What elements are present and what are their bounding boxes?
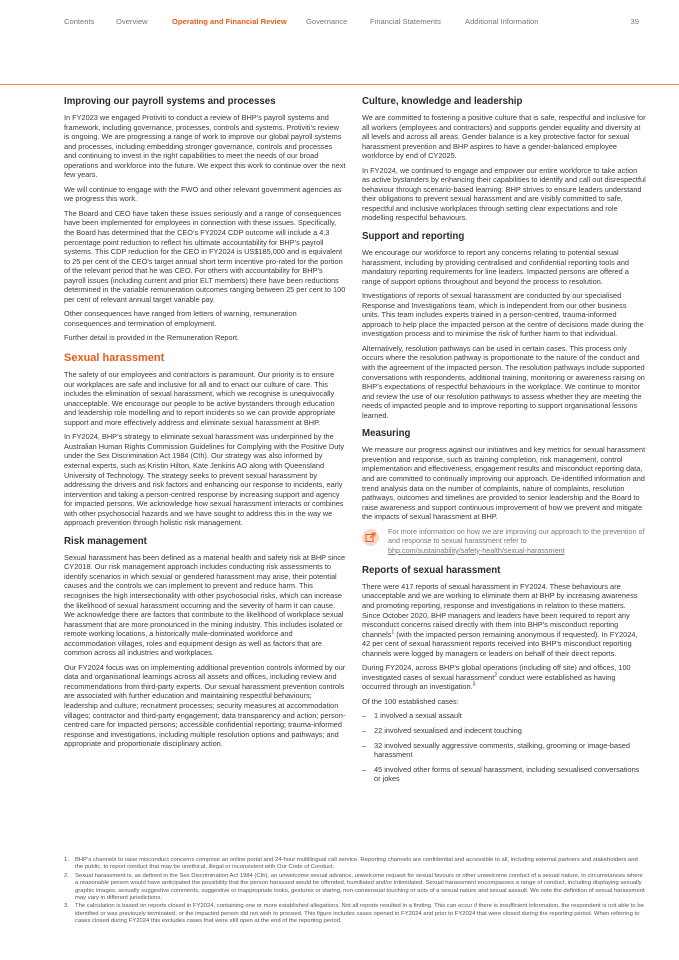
footnote-ref-3: 3 xyxy=(472,681,476,688)
list-item: – 45 involved other forms of sexual harassment, including sexualised conversations or jokes xyxy=(362,764,640,784)
support-reporting-heading: Support and reporting xyxy=(362,231,465,243)
reports-heading: Reports of sexual harassment xyxy=(362,564,501,576)
nav-financial-statements[interactable]: Financial Statements xyxy=(370,17,441,26)
top-navigation xyxy=(64,17,639,29)
header-divider xyxy=(0,84,679,85)
right-column xyxy=(362,96,646,789)
footnote-ref-2: 2 xyxy=(494,672,498,679)
culture-paragraph-2: In FY2024, we continued to engage and empower our entire workforce to take action as active bystanders by enhancing their capabilities to identify and call out disrespectful behaviour through scenario-based learning. BHP strives to ensure leaders understand their obligations to prevent sexual harassment and are visibly committed to safe, respectful and inclusive workplaces through setting clear expectations and role modelling respectful behaviours. xyxy=(362,165,646,223)
payroll-paragraph-1: In FY2023 we engaged Protiviti to conduct a review of BHP’s payroll systems and framework, including governance, processes, controls and systems. Protiviti’s review is ongoing. We are progressing a range of work to improve our global payroll systems and processes, including embedding stronger governance, controls and processes and continuing to invest in the right capabilities to meet the needs of our broad operations and workforce into the future. We expect this work to continue over the next few years. xyxy=(64,113,346,180)
left-column xyxy=(64,96,346,754)
risk-management-paragraph-2: Our FY2024 focus was on implementing additional prevention controls informed by our data and organisational learnings across all assets and offices, including review and recommendations from third-party experts. Our sexual harassment prevention controls are associated with further education and maintaining respectful behaviours; leadership and culture; recruitment processes; security measures at accommodation villages; contractor and third-party engagement; data transparency and action; person-centred care for impacted persons; accessible confidential reporting; trauma-informed response and investigations, including multiple resolution options and pathways; and appropriate and proportionate disciplinary action. xyxy=(64,662,346,749)
sexual-harassment-paragraph-1: The safety of our employees and contractors is paramount. Our priority is to ensure our workplaces are safe and inclusive for all and to enact our culture of care. This includes the elimination of sexual harassment, which we recognise is unequivocally unacceptable. We encourage our people to be active bystanders through education and leadership role modelling and to report incidents so we can provide appropriate support and more effectively address and eliminate sexual harassment at BHP. xyxy=(64,370,336,427)
nav-overview[interactable]: Overview xyxy=(116,17,148,26)
risk-management-heading: Risk management xyxy=(64,535,147,547)
support-paragraph-1: We encourage our workforce to report any concerns relating to potential sexual harassment, including by providing centralised and confidential reporting tools and mandatory reporting requirements for line leaders. Impacted persons are offered a range of support options throughout and beyond the process to resolution. xyxy=(362,248,629,286)
support-paragraph-2: Investigations of reports of sexual harassment are conducted by our specialised Response and Investigations team, which is independent from our other business units. This team includes experts trained in a person-centred, trauma-informed approach to help place the impacted person at the centre of decisions made during the investigation process and to minimise the risk of further harm to that individual. xyxy=(362,291,644,339)
risk-management-paragraph-1: Sexual harassment has been defined as a material health and safety risk at BHP since CY2018. Our risk management approach includes conducting risk assessments to identify scenarios in which sexual or gendered harassment may arise, their potential causes and the controls we can implement to prevent and reduce harm. This recognises the high intersectionality with other psychosocial risks, which can increase the likelihood of sexual harassment occurring and the severity of harm it can cause. We acknowledge there are factors that contribute to the likelihood of workplace sexual harassment that are more pronounced in the mining industry. This includes isolated or remote working locations, a historically male-dominated workforce and accommodation villages, roles and equipment design as well as factors that are common across all industries and workplaces. xyxy=(64,552,346,658)
payroll-paragraph-4: Other consequences have ranged from letters of warning, remuneration consequences and termination of employment. xyxy=(64,309,297,328)
payroll-heading: Improving our payroll systems and processes xyxy=(64,96,276,107)
established-cases-list xyxy=(362,711,646,783)
culture-paragraph-1: We are committed to fostering a positive culture that is safe, respectful and inclusive for all workers (employees and contractors) and supports gender equality and diversity at all levels and across all areas. Gender balance is a key protective factor for sexual harassment prevention and BHP aspires to have a gender-balanced employee workforce by end of CY2025. xyxy=(362,113,646,161)
list-item: – 22 involved sexualised and indecent touching xyxy=(362,726,522,736)
measuring-paragraph-1: We measure our progress against our initiatives and key metrics for sexual harassment prevention and response, such as training completion, risk management, control implementation and effectiveness, engagement results and misconduct reporting data, and are committed to continually improving our approach. De-identified information and trend analysis data on the number of complaints, nature of complaints, resolution pathways, outcomes and timelines are provided to senior leadership and the Board to raise awareness and support continuous improvement of how we prevent and mitigate the impacts of sexual harassment at BHP. xyxy=(362,445,646,522)
sexual-harassment-paragraph-2: In FY2024, BHP’s strategy to eliminate sexual harassment was underpinned by the Australian Human Rights Commission Guidelines for Complying with the Positive Duty under the Sex Discrimination Act 1984 (Cth). Our strategy was also informed by external experts, such as Kristin Hilton, Kate Jenkins AO along with Queensland University of Technology. The strategy seeks to prevent sexual harassment by addressing the drivers and risk factors and enhancing our response to incidents, early intervention and taking a person-centred response by increasing support and agency for impacted persons. We acknowledge how sexual harassment interacts or combines with other psychosocial hazards and we have sought to address this in the way we approach prevention through holistic risk management. xyxy=(64,432,344,528)
more-information-text: For more information on how we are improving our approach to the prevention of and response to sexual harassment refer to xyxy=(388,526,645,546)
footnote-2: 2. Sexual harassment is, as defined in the Sex Discrimination Act 1984 (Cth), an unwelcome sexual advance, unwelcome request for sexual favours or other unwelcome conduct of a sexual nature, in circumstances where a reasonable person would have anticipated the possibility that the person harassed would be offended, humiliated and/or intimidated. Sexual harassment encompasses a range of conduct, including displaying sexually graphic images, sexually suggestive comments, suggestive or inappropriate looks, gestures or staring, non-consensual touching or acts of a sexual nature and sexual assault. We note the definition of sexual harassment may vary in different jurisdictions. xyxy=(64,872,645,902)
sexual-harassment-heading: Sexual harassment xyxy=(64,352,165,365)
reports-paragraph-2: During FY2024, across BHP’s global operations (including off site) and offices, 100 investigated cases of sexual harassment$^2$ conduct were established as having occurred through an investigation.$^3$ xyxy=(362,663,631,692)
nav-operating-financial-review[interactable]: Operating and Financial Review xyxy=(172,17,287,26)
payroll-paragraph-3: The Board and CEO have taken these issues seriously and a range of consequences have been implemented for employees in connection with these issues. Specifically, the Board has determined that the CEO’s FY2024 CDP outcome will include a 4.3 percentage point reduction to reflect his ultimate accountability for BHP’s payroll systems. This CDP reduction for the CEO in FY2024 is US$185,000 and is equivalent to 25 per cent of the CEO’s target annual short term incentive pro-rated for the portion of the relevant period that he was CEO. For others with accountability for BHP’s payroll issues (including current and prior ELT members) there have been reductions determined in the variable remuneration outcomes ranging between 25 per cent to 100 per cent of relevant annual target variable pay. xyxy=(64,208,346,304)
measuring-heading: Measuring xyxy=(362,428,411,440)
reports-paragraph-3: Of the 100 established cases: xyxy=(362,696,459,706)
footnote-ref-1: 1 xyxy=(391,629,395,636)
nav-governance[interactable]: Governance xyxy=(306,17,348,26)
sexual-harassment-link[interactable]: bhp.com/sustainability/safety-health/sexual-harassment xyxy=(388,545,565,555)
footnote-3: 3. The calculation is based on reports closed in FY2024, containing one or more established allegations. Not all reports resulted in a finding. This can occur if there is insufficient information, the respondent is not able to be identified or was previously terminated, or the impacted person did not wish to proceed. This figure includes cases opened in FY2024 and prior to FY2024 that were closed during the reporting period. When referring to cases closed during FY2024 this excludes cases that were still open at the end of the reporting period. xyxy=(64,903,644,925)
support-paragraph-3: Alternatively, resolution pathways can be used in certain cases. This process only occurs where the resolution pathway is proportionate to the nature of the conduct and with the agreement of the impacted person. The resolution pathways include supported conversations with respondents, additional training, monitoring or awareness raising on BHP’s expectations of respectful behaviours in the workplace. We continue to monitor and review the use of our resolution pathways to assess whether they are meeting the needs of impacted people and to improve reporting to support organisational lessons learned. xyxy=(362,343,645,420)
footnote-1: 1. BHP’s channels to raise misconduct concerns comprise an online portal and 24-hour multilingual call service. Reporting channels are confidential and accessible to all, including external partners and stakeholders and the public, to report conduct that may be unethical, illegal or inconsistent with Our Code of Conduct. xyxy=(64,857,638,871)
external-link-icon xyxy=(362,529,379,546)
footnotes xyxy=(64,857,646,927)
payroll-paragraph-5: Further detail is provided in the Remuneration Report. xyxy=(64,333,240,343)
nav-contents[interactable]: Contents xyxy=(64,17,95,26)
list-item: – 1 involved a sexual assault xyxy=(362,711,462,721)
nav-additional-information[interactable]: Additional Information xyxy=(465,17,539,26)
payroll-paragraph-2: We will continue to engage with the FWO and other relevant government agencies as we progress this work. xyxy=(64,184,342,204)
list-item: – 32 involved sexually aggressive comments, stalking, grooming or image-based harassment xyxy=(362,740,630,760)
page-number: 39 xyxy=(630,17,639,26)
more-information-callout xyxy=(362,527,646,555)
reports-paragraph-1: There were 417 reports of sexual harassment in FY2024. These behaviours are unacceptable and we are working to eliminate them at BHP by increasing awareness and promoting reporting, response and investigations in relation to these matters. Since October 2020, BHP managers and leaders have been required to report any misconduct concerns raised directly with them into BHP’s misconduct reporting channels$^1$ (with the impacted person remaining anonymous if requested). In FY2024, 42 per cent of sexual harassment reports received into BHP’s misconduct reporting channels were logged by managers or leaders on behalf of their direct reports. xyxy=(362,581,638,658)
culture-heading: Culture, knowledge and leadership xyxy=(362,96,523,107)
